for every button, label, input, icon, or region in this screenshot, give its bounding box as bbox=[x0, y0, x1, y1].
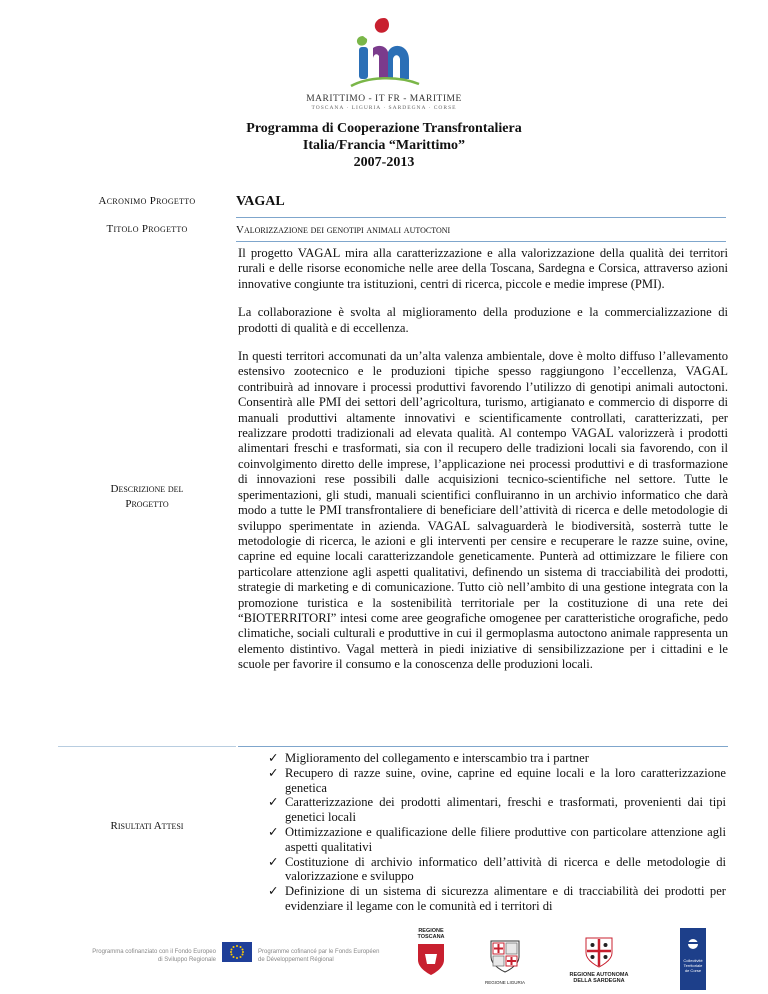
descrizione-paragraph-3: In questi territori accomunati da un’alta valenza ambientale, dove è molto diffuso l’allevamento estensivo zootecnico e le produzioni tipiche spesso raggiungono l’eccellenza, VAGAL contribuirà ad innovare i processi produttivi favorendo l’utilizzo di genotipi animali autoctoni. Consentirà alle PMI dei settori dell’agricoltura, turismo, artigianato e commercio di disporre di manuali produttivi altamente innovativi e scientificamente controllati, caratterizzati, per realizzare prodotti tradizionali ad elevata qualità. Al contempo VAGAL valorizzerà i prodotti alimentari freschi e trasformati, sia con il recupero delle tradizioni locali sia favorendo, con il coinvolgimento diretto delle imprese, l’applicazione nei processi produttivi e di trasformazione di innovazioni rese possibili dalle acquisizioni tecnico-scientifiche nel settore. Tutte le sperimentazioni, gli studi, manuali scientifici confluiranno in un archivio informatico che darà modo a tutte le PMI transfrontaliere di beneficiare dell’attività di ricerca e delle metodologie di sviluppo sperimentate in azienda. VAGAL salvaguarderà le biodiversità, sosterrà tutte le metodologie di ricerca, le azioni e gli interventi per censire e recuperare le razze suine, ovine, caprine ed equine locali caratterizzandole geneticamente. Punterà ad ottimizzare le filiere con particolare attenzione agli aspetti qualitativi, definendo un sistema di tracciabilità dei prodotti, strategie di marketing e di comunicazione. Tutto ciò nell’ambito di una gestione integrata con la promozione turistica e la sostenibilità territoriale per la costituzione di una rete dei “BIOTERRITORI” intesi come aree geografiche omogenee per caratteristiche orografiche, pedo climatiche, sociali culturali e produttive in cui il germoplasma autoctono animale rappresenta un elemento distintivo. Vagal metterà in piedi iniziative di sensibilizzazione per i cittadini e le scuole per favorire il consumo e la conoscenza delle produzioni locali. bbox=[238, 349, 728, 672]
corse-head-icon bbox=[687, 938, 699, 952]
risultati-label: Risultati Attesi bbox=[110, 820, 184, 832]
cofinancing-text-it: Programma cofinanziato con il Fondo Europeo di Sviluppo Regionale bbox=[92, 949, 216, 963]
titolo-value: Valorizzazione dei genotipi animali autoctoni bbox=[236, 220, 726, 242]
marittimo-logo-icon bbox=[339, 14, 429, 92]
descrizione-label bbox=[58, 482, 236, 512]
program-title bbox=[0, 120, 768, 171]
liguria-emblem-icon bbox=[488, 938, 522, 974]
descrizione-label-line2: Progetto bbox=[125, 498, 169, 510]
checkmark-icon: ✓ bbox=[268, 795, 279, 810]
liguria-label: REGIONE LIGURIA bbox=[484, 980, 525, 985]
section-divider-right bbox=[238, 746, 728, 747]
descrizione-paragraph-1: Il progetto VAGAL mira alla caratterizzazione e alla valorizzazione della qualità dei territori rurali e delle risorse economiche nelle aree della Toscana, Sardegna e Corsica, attraverso azioni innovative congiunte tra istituzioni, centri di ricerca, piccole e medie imprese (PMI). bbox=[238, 246, 728, 291]
program-logo bbox=[0, 14, 768, 111]
checkmark-icon: ✓ bbox=[268, 854, 279, 869]
logo-subtitle: TOSCANA · LIGURIA · SARDEGNA · CORSE bbox=[311, 105, 457, 111]
sardegna-emblem-icon bbox=[584, 936, 614, 968]
logo-title: MARITTIMO - IT FR - MARITIME bbox=[306, 94, 462, 104]
checkmark-icon: ✓ bbox=[268, 884, 279, 899]
list-item: ✓ Ottimizzazione e qualificazione delle filiere produttive con particolare attenzione agli aspetti qualitativi bbox=[268, 824, 726, 854]
checkmark-icon: ✓ bbox=[268, 824, 279, 839]
list-item: ✓ Definizione di un sistema di sicurezza alimentare e di tracciabilità dei prodotti per evidenziare il legame con le comunità ed i territori di bbox=[268, 884, 726, 913]
titolo-row bbox=[58, 220, 728, 242]
checkmark-icon: ✓ bbox=[268, 765, 279, 780]
corse-emblem: Collectivité Territoriale de Corse bbox=[680, 928, 706, 990]
descrizione-text bbox=[238, 246, 728, 686]
acronimo-label: Acronimo Progetto bbox=[98, 195, 196, 207]
section-divider-left bbox=[58, 746, 236, 747]
program-title-line3: 2007-2013 bbox=[353, 155, 415, 170]
program-title-line2: Italia/Francia “Marittimo” bbox=[302, 138, 466, 153]
toscana-emblem-icon bbox=[416, 942, 446, 976]
list-item: ✓ Caratterizzazione dei prodotti alimentari, freschi e trasformati, provenienti dai tipi genetici locali bbox=[268, 795, 726, 825]
eu-flag-icon bbox=[222, 942, 252, 962]
list-item: ✓ Costituzione di archivio informatico dell’attività di ricerca e delle metodologie di valorizzazione e sviluppo bbox=[268, 854, 726, 884]
risultati-list bbox=[268, 751, 726, 914]
descrizione-paragraph-2: La collaborazione è svolta al miglioramento della produzione e la commercializzazione di prodotti di qualità e di eccellenza. bbox=[238, 305, 728, 335]
acronimo-value: VAGAL bbox=[236, 192, 726, 218]
titolo-label: Titolo Progetto bbox=[106, 223, 188, 235]
acronimo-row bbox=[58, 192, 728, 218]
footer-logos bbox=[0, 928, 768, 994]
descrizione-label-line1: Descrizione del bbox=[110, 483, 184, 495]
program-title-line1: Programma di Cooperazione Transfrontaliera bbox=[246, 121, 522, 136]
list-item: ✓ Recupero di razze suine, ovine, caprine ed equine locali e la loro caratterizzazione genetica bbox=[268, 765, 726, 795]
toscana-label: REGIONE TOSCANA bbox=[417, 928, 445, 940]
checkmark-icon: ✓ bbox=[268, 751, 279, 765]
cofinancing-text-fr: Programme cofinancé par le Fonds Européen de Développement Régional bbox=[258, 949, 380, 963]
sardegna-label: REGIONE AUTONOMA DELLA SARDEGNA bbox=[569, 972, 629, 984]
list-item: ✓ Miglioramento del collegamento e interscambio tra i partner bbox=[268, 751, 589, 765]
